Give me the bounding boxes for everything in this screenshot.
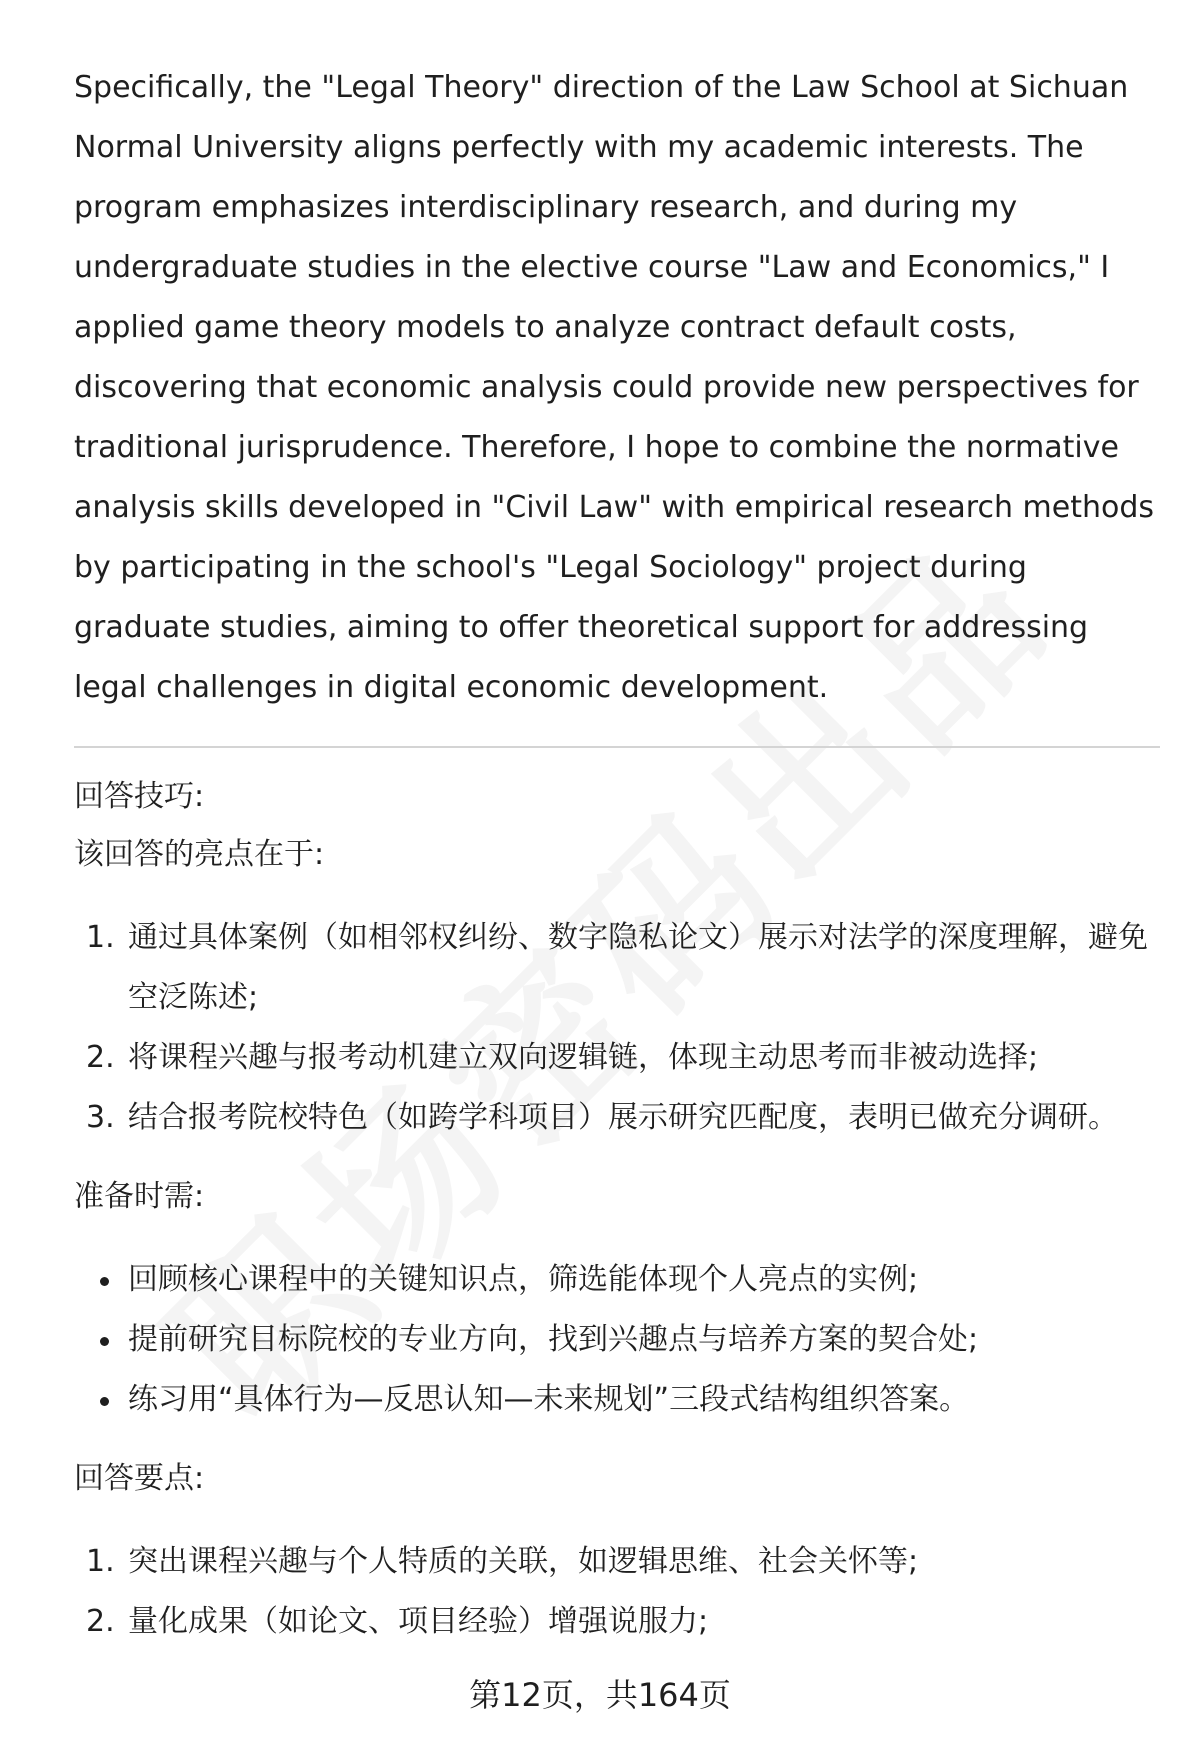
bullet-icon [100, 1337, 109, 1346]
list-item-text: 回顾核心课程中的关键知识点，筛选能体现个人亮点的实例; [128, 1262, 919, 1297]
list-item [74, 1532, 1160, 1592]
tips-heading: 回答技巧: [74, 779, 205, 814]
list-item [74, 1250, 1160, 1310]
list-item-text: 通过具体案例（如相邻权纠纷、数字隐私论文）展示对法学的深度理解，避免空泛陈述; [128, 920, 1148, 1015]
list-item [74, 1310, 1160, 1370]
list-item [74, 908, 1160, 1028]
list-number: 3. [86, 1100, 115, 1135]
list-number: 2. [86, 1604, 115, 1639]
tips-subheading: 该回答的亮点在于: [74, 837, 325, 872]
bullet-icon [100, 1277, 109, 1286]
list-item [74, 1028, 1160, 1088]
list-item-text: 练习用“具体行为—反思认知—未来规划”三段式结构组织答案。 [128, 1382, 970, 1417]
tips-list [74, 908, 1160, 1148]
key-points-heading: 回答要点: [74, 1461, 205, 1496]
list-number: 2. [86, 1040, 115, 1075]
list-item-text: 结合报考院校特色（如跨学科项目）展示研究匹配度，表明已做充分调研。 [128, 1100, 1118, 1135]
page-number-footer: 第12页，共164页 [469, 1676, 731, 1714]
document-page [74, 58, 1160, 1672]
prep-list [74, 1250, 1160, 1430]
key-points-list [74, 1532, 1160, 1652]
list-item [74, 1592, 1160, 1652]
list-item-text: 突出课程兴趣与个人特质的关联，如逻辑思维、社会关怀等; [128, 1544, 919, 1579]
list-item-text: 将课程兴趣与报考动机建立双向逻辑链，体现主动思考而非被动选择; [128, 1040, 1039, 1075]
intro-paragraph: Specifically, the "Legal Theory" direction of the Law School at Sichuan Normal University aligns perfectly with my academic interests. The program emphasizes interdisciplinary research, and during my undergraduate studies in the elective course "Law and Economics," I applied game theory models to analyze contract default costs, discovering that economic analysis could provide new perspectives for traditional jurisprudence. Therefore, I hope to combine the normative analysis skills developed in "Civil Law" with empirical research methods by participating in the school's "Legal Sociology" project during graduate studies, aiming to offer theoretical support for addressing legal challenges in digital economic development. [74, 70, 1155, 705]
section-divider [74, 746, 1160, 748]
list-item [74, 1370, 1160, 1430]
bullet-icon [100, 1397, 109, 1406]
prep-heading: 准备时需: [74, 1179, 205, 1214]
list-number: 1. [86, 1544, 115, 1579]
list-number: 1. [86, 920, 115, 955]
list-item-text: 提前研究目标院校的专业方向，找到兴趣点与培养方案的契合处; [128, 1322, 979, 1357]
list-item-text: 量化成果（如论文、项目经验）增强说服力; [128, 1604, 709, 1639]
list-item [74, 1088, 1160, 1148]
